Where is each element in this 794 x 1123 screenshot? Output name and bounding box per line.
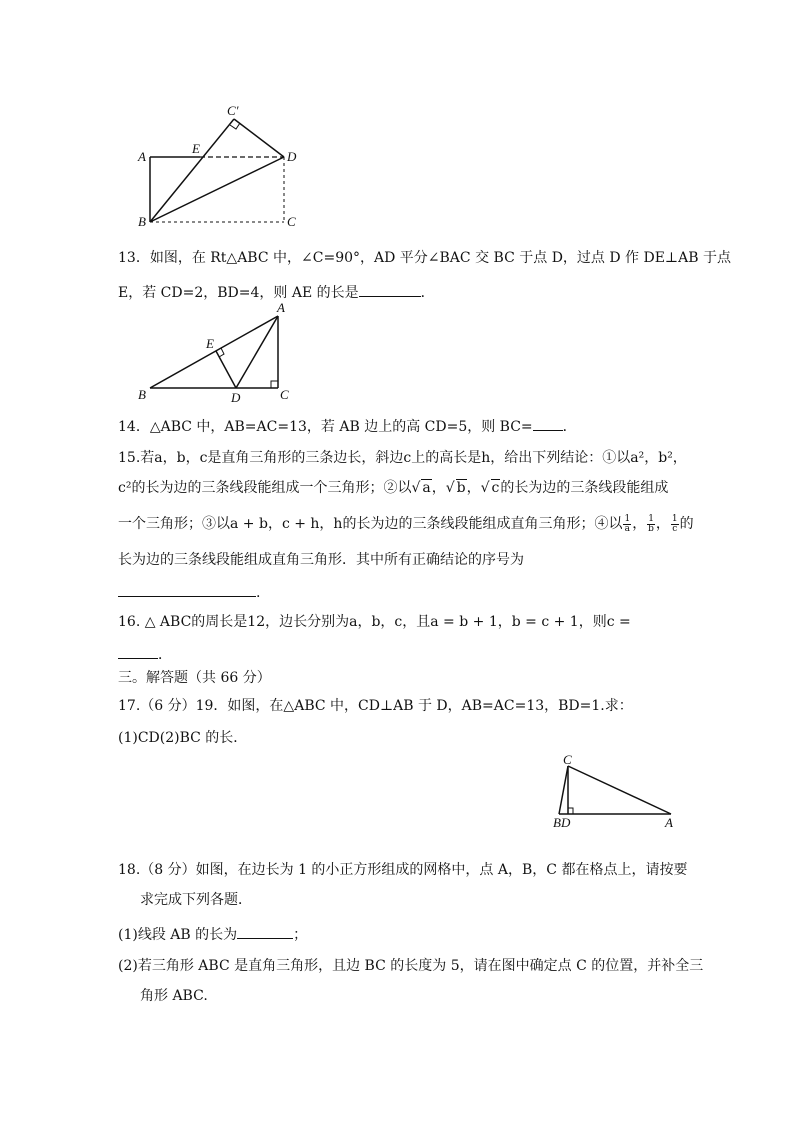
q15-line4: 长为边的三条线段能组成直角三角形．其中所有正确结论的序号为 [118, 552, 524, 568]
label-d: D [231, 390, 241, 405]
frac-num: 1 [671, 513, 678, 524]
q14-text: 14．△ABC 中，AB=AC=13，若 AB 边上的高 CD=5，则 BC= [118, 419, 533, 435]
q15-sep-3: ， [632, 516, 647, 532]
right-angle-mark [230, 123, 240, 129]
q14-line [118, 416, 577, 437]
segment-bc-prime [150, 119, 234, 222]
q15-sep-4: ， [655, 516, 670, 532]
frac-1-over-b [647, 515, 655, 534]
q16-period: ． [158, 647, 172, 663]
q15-line2-a: c²的长为边的三条线段能组成一个三角形；②以 [118, 480, 412, 496]
diagonal-bd [150, 157, 284, 222]
label-a: A [277, 300, 285, 315]
segment-ad [236, 316, 278, 388]
sqrt-symbol: √ [445, 480, 455, 496]
segment-c-prime-d [234, 119, 284, 157]
q15-period: . [256, 585, 261, 601]
q15-line1: 15.若a，b，c是直角三角形的三条边长，斜边c上的高长是h，给出下列结论：①以a²，b²， [118, 450, 687, 466]
label-bd: BD [553, 815, 571, 830]
label-b: B [138, 214, 146, 229]
sqrt-a: a [422, 480, 431, 496]
q16-line1: 16. △ ABC的周长是12，边长分别为a，b，c，且a = b + 1，b = c + 1，则c = [118, 614, 631, 630]
q13-answer-blank[interactable] [359, 282, 421, 297]
q13-line1: 13．如图，在 Rt△ABC 中，∠C=90°，AD 平分∠BAC 交 BC 于点 D，过点 D 作 DE⊥AB 于点 [118, 250, 731, 266]
q15-line5 [118, 582, 260, 603]
q14-answer-blank[interactable] [533, 416, 563, 431]
side-ca [568, 766, 671, 814]
label-c: C [287, 214, 296, 229]
label-a: A [138, 149, 146, 164]
label-e: E [192, 141, 200, 156]
q18-line5: 角形 ABC. [140, 988, 208, 1004]
sqrt-c: c [491, 480, 500, 496]
frac-den-a: a [624, 523, 630, 534]
q18-answer-blank[interactable] [237, 924, 293, 939]
q14-period: ． [562, 419, 577, 435]
q17-line1: 17.（6 分）19．如图，在△ABC 中，CD⊥AB 于 D，AB=AC=13，BD=1.求： [118, 698, 633, 714]
sqrt-symbol: √ [480, 480, 490, 496]
fig-q17-triangle [545, 755, 685, 830]
side-bc [559, 766, 568, 814]
label-d: D [287, 149, 297, 164]
q15-sep-2: ， [466, 480, 481, 496]
q15-line3-b: 的 [679, 516, 694, 532]
frac-den-b: b [648, 523, 654, 534]
q18-line4: (2)若三角形 ABC 是直角三角形，且边 BC 的长度为 5，请在图中确定点 C 的位置，并补全三 [118, 958, 704, 974]
q17-line2: (1)CD(2)BC 的长． [118, 730, 248, 746]
label-c-prime: C′ [227, 103, 239, 118]
label-c: C [563, 755, 572, 767]
fig-q13-triangle [132, 300, 302, 410]
q15-line2-b: 的长为边的三条线段能组成 [500, 480, 669, 496]
q15-answer-blank[interactable] [118, 582, 256, 597]
frac-1-over-a [623, 515, 631, 534]
q18-line1: 18.（8 分）如图，在边长为 1 的小正方形组成的网格中，点 A，B，C 都在格点上，请按要 [118, 862, 688, 878]
q15-line3 [118, 514, 694, 534]
frac-den-c: c [672, 523, 678, 534]
label-e: E [206, 336, 214, 351]
q16-answer-blank[interactable] [118, 644, 158, 659]
sqrt-symbol: √ [411, 480, 421, 496]
side-ab [150, 316, 278, 388]
q13-period: ． [420, 285, 435, 301]
label-b: B [138, 387, 146, 402]
frac-num: 1 [624, 513, 631, 524]
q16-line2 [118, 644, 172, 665]
frac-1-over-c [671, 515, 679, 534]
q18-line2: 求完成下列各题． [140, 892, 252, 908]
right-angle-c [271, 381, 278, 388]
label-c: C [280, 387, 289, 402]
q18-line3 [118, 924, 307, 945]
section-3-heading: 三。解答题（共 66 分） [118, 670, 271, 686]
sqrt-b: b [456, 480, 466, 496]
q15-sep-1: ， [431, 480, 446, 496]
fig-folded-rectangle [130, 100, 310, 230]
q13-text: E，若 CD=2，BD=4，则 AE 的长是 [118, 285, 359, 301]
q15-line2 [118, 478, 668, 498]
frac-num: 1 [648, 513, 654, 524]
q15-line3-a: 一个三角形；③以a + b，c + h，h的长为边的三条线段能组成直角三角形；④以 [118, 516, 623, 532]
q18-part1-text: (1)线段 AB 的长为 [118, 927, 238, 943]
label-a: A [665, 815, 673, 830]
q18-semicolon: ； [293, 927, 308, 943]
